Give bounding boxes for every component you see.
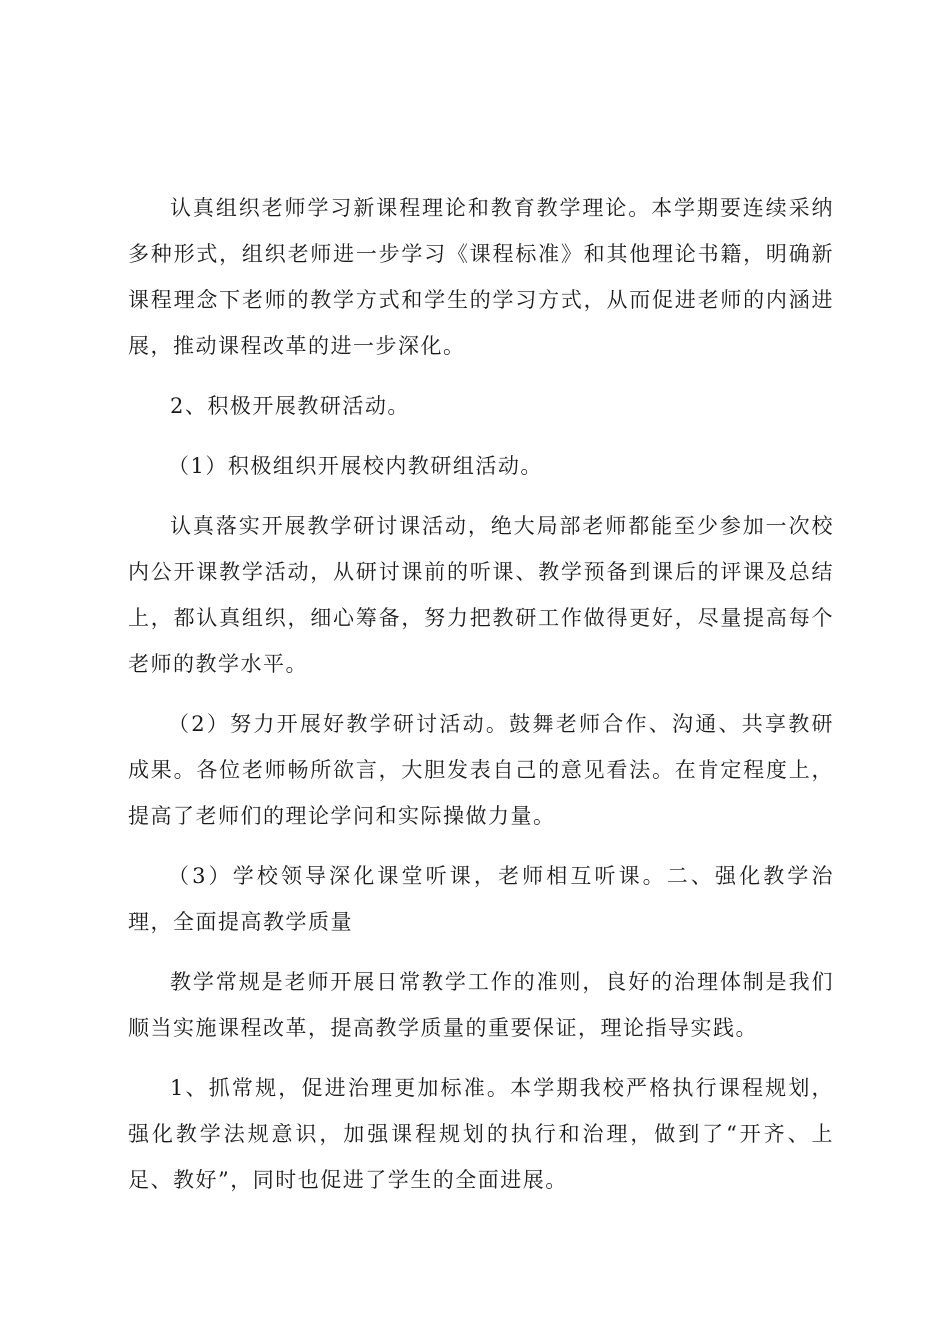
paragraph-routine-management: 1、抓常规，促进治理更加标准。本学期我校严格执行课程规划，强化教学法规意识，加强课程规划的执行和治理，做到了“开齐、上足、教好”，同时也促进了学生的全面进展。 <box>128 1076 834 1192</box>
paragraph-heading-research-activities: 2、积极开展教研活动。 <box>170 394 410 418</box>
paragraph-study-theory: 认真组织老师学习新课程理论和教育教学理论。本学期要连续采纳多种形式，组织老师进一步学习《课程标准》和其他理论书籍，明确新课程理念下老师的教学方式和学生的学习方式，从而促进老师的内涵进展，推动课程改革的进一步深化。 <box>128 196 834 358</box>
paragraph-teaching-seminars: （2）努力开展好教学研讨活动。鼓舞老师合作、沟通、共享教研成果。各位老师畅所欲言，大胆发表自己的意见看法。在肯定程度上，提高了老师们的理论学问和实际操做力量。 <box>128 712 834 828</box>
paragraph-teaching-routines: 教学常规是老师开展日常教学工作的准则，良好的治理体制是我们顺当实施课程改革，提高教学质量的重要保证，理论指导实践。 <box>128 970 834 1040</box>
paragraph-classroom-observation: （3）学校领导深化课堂听课，老师相互听课。二、强化教学治理，全面提高教学质量 <box>128 864 834 934</box>
paragraph-subheading-school-research-group: （1）积极组织开展校内教研组活动。 <box>168 454 543 478</box>
document-body <box>128 185 834 1217</box>
paragraph-demo-lessons: 认真落实开展教学研讨课活动，绝大局部老师都能至少参加一次校内公开课教学活动，从研讨课前的听课、教学预备到课后的评课及总结上，都认真组织，细心筹备，努力把教研工作做得更好，尽量提高每个老师的教学水平。 <box>128 514 834 676</box>
